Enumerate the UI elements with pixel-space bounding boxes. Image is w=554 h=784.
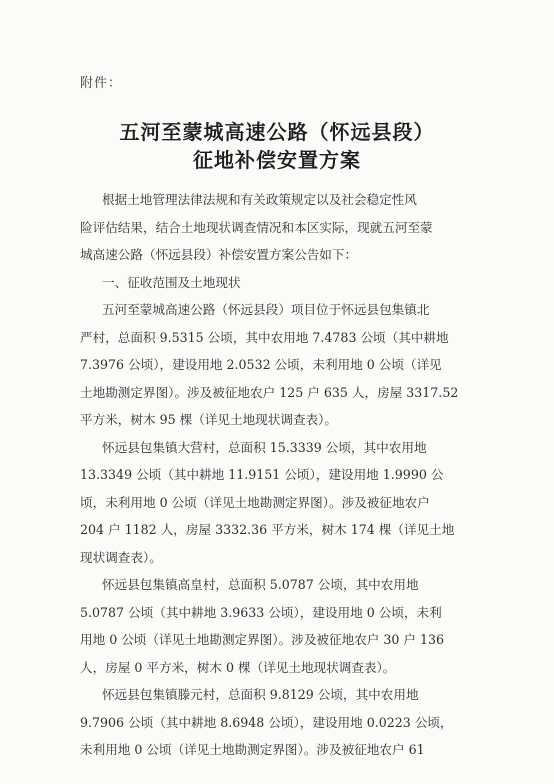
text-line: 13.3349 公顷（其中耕地 11.9151 公顷），建设用地 1.9990 公 (80, 467, 444, 482)
text-line: 现状调查表）。 (80, 549, 162, 565)
text-line: 未利用地 0 公顷（详见土地勘测定界图）。涉及被征地农户 61 (80, 742, 425, 757)
text-line: 9.7906 公顷（其中耕地 8.6948 公顷），建设用地 0.0223 公顷， (80, 714, 453, 730)
attachment-label: 附件： (80, 76, 123, 91)
paragraph-beiyan-village (80, 296, 492, 434)
text-line: 5.0787 公顷（其中耕地 3.9633 公顷），建设用地 0 公顷，未利 (80, 604, 442, 620)
text-line: 用地 0 公顷（详见土地勘测定界图）。涉及被征地农户 30 户 136 (80, 632, 445, 647)
text-line: 严村，总面积 9.5315 公顷，其中农用地 7.4783 公顷（其中耕地 (80, 329, 449, 345)
text-line: 土地勘测定界图）。涉及被征地农户 125 户 635 人，房屋 3317.52 (80, 384, 459, 400)
text-line: 怀远县包集镇滕元村，总面积 9.8129 公顷，其中农用地 (102, 687, 419, 702)
text-line: 根据土地管理法律法规和有关政策规定以及社会稳定性风 (102, 192, 417, 207)
text-line: 怀远县包集镇大营村，总面积 15.3339 公顷，其中农用地 (102, 439, 427, 455)
intro-paragraph (80, 186, 492, 269)
text-line: 平方米，树木 95 棵（详见土地现状调查表）。 (80, 412, 338, 427)
text-line: 怀远县包集镇高皇村，总面积 5.0787 公顷，其中农用地 (102, 577, 419, 592)
document-body (80, 186, 492, 764)
paragraph-daying-village (80, 434, 492, 572)
section-heading: 一、征收范围及土地现状 (102, 274, 241, 290)
paragraph-gaohuang-village (80, 571, 492, 681)
text-line: 204 户 1182 人，房屋 3332.36 平方米，树木 174 棵（详见土地 (80, 522, 455, 537)
paragraph-tengyuan-village (80, 681, 492, 764)
text-line: 人，房屋 0 平方米，树木 0 棵（详见土地现状调查表）。 (80, 659, 396, 675)
text-line: 7.3976 公顷），建设用地 2.0532 公顷，未利用地 0 公顷（详见 (80, 357, 442, 372)
text-line: 顷，未利用地 0 公顷（详见土地勘测定界图）。涉及被征地农户 (80, 494, 430, 510)
document-title-line-1: 五河至蒙城高速公路（怀远县段） (119, 120, 435, 144)
text-line: 险评估结果，结合土地现状调查情况和本区实际，现就五河至蒙 (80, 219, 433, 235)
text-line: 五河至蒙城高速公路（怀远县段）项目位于怀远县包集镇北 (102, 302, 430, 317)
document-title-line-2: 征地补偿安置方案 (193, 148, 361, 172)
text-line: 城高速公路（怀远县段）补偿安置方案公告如下： (80, 247, 358, 262)
